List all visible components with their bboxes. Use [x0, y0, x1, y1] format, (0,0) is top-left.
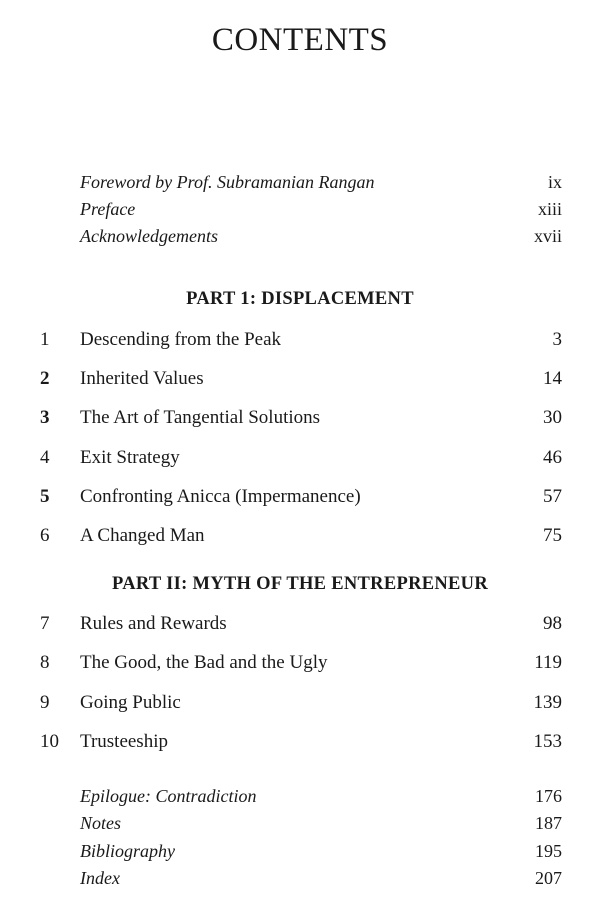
toc-entry-label: Preface: [80, 199, 136, 219]
chapter-number: 1: [40, 329, 50, 350]
chapter-page: 14: [543, 368, 562, 389]
toc-entry-foreword: [0, 172, 600, 198]
toc-entry-page: 195: [535, 841, 562, 861]
chapter-number: 3: [40, 407, 50, 428]
toc-chapter: [0, 368, 600, 394]
chapter-page: 98: [543, 613, 562, 634]
toc-entry-label: Epilogue: Contradiction: [80, 786, 257, 806]
toc-chapter: [0, 692, 600, 718]
chapter-number: 8: [40, 652, 50, 673]
chapter-title: Descending from the Peak: [80, 329, 282, 350]
toc-entry-label: Acknowledgements: [80, 226, 218, 246]
toc-entry-acknowledgements: [0, 226, 600, 252]
chapter-number: 4: [40, 447, 50, 468]
toc-chapter: [0, 652, 600, 678]
toc-entry-label: Foreword by Prof. Subramanian Rangan: [80, 172, 375, 192]
toc-entry-label: Notes: [80, 813, 122, 833]
chapter-page: 119: [534, 652, 562, 673]
toc-chapter: [0, 731, 600, 757]
chapter-title: Rules and Rewards: [80, 613, 227, 634]
toc-entry-page: xiii: [537, 199, 562, 219]
chapter-title: Confronting Anicca (Impermanence): [80, 486, 361, 507]
toc-entry-page: 207: [535, 868, 562, 888]
chapter-number: 5: [40, 486, 50, 507]
chapter-number: 9: [40, 692, 50, 713]
chapter-page: 139: [533, 692, 562, 713]
toc-chapter: [0, 613, 600, 639]
page-title: CONTENTS: [211, 22, 389, 58]
toc-chapter: [0, 407, 600, 433]
toc-chapter: [0, 525, 600, 551]
chapter-title: The Art of Tangential Solutions: [80, 407, 321, 428]
toc-entry-page: 176: [535, 786, 562, 806]
chapter-page: 153: [533, 731, 562, 752]
part-heading: PART 1: DISPLACEMENT: [186, 289, 414, 309]
chapter-title: A Changed Man: [80, 525, 205, 546]
toc-entry-bibliography: [0, 841, 600, 867]
toc-entry-index: [0, 868, 600, 894]
chapter-title: Trusteeship: [80, 731, 168, 752]
chapter-page: 57: [543, 486, 562, 507]
toc-entry-page: ix: [547, 172, 562, 192]
toc-entry-epilogue: [0, 786, 600, 812]
chapter-title: Exit Strategy: [80, 447, 180, 468]
chapter-number: 7: [40, 613, 50, 634]
toc-entry-notes: [0, 813, 600, 839]
part-heading: PART II: MYTH OF THE ENTREPRENEUR: [111, 574, 489, 594]
chapter-number: 2: [40, 368, 50, 389]
toc-entry-page: xvii: [533, 226, 562, 246]
chapter-number: 6: [40, 525, 50, 546]
chapter-page: 3: [552, 329, 562, 350]
chapter-page: 46: [543, 447, 562, 468]
chapter-number: 10: [40, 731, 59, 752]
chapter-page: 30: [543, 407, 562, 428]
chapter-page: 75: [543, 525, 562, 546]
chapter-title: The Good, the Bad and the Ugly: [80, 652, 328, 673]
chapter-title: Going Public: [80, 692, 181, 713]
toc-entry-preface: [0, 199, 600, 225]
toc-chapter: [0, 486, 600, 512]
toc-chapter: [0, 447, 600, 473]
toc-chapter: [0, 329, 600, 355]
toc-entry-label: Bibliography: [80, 841, 175, 861]
toc-entry-page: 187: [535, 813, 562, 833]
toc-entry-label: Index: [80, 868, 120, 888]
chapter-title: Inherited Values: [80, 368, 204, 389]
